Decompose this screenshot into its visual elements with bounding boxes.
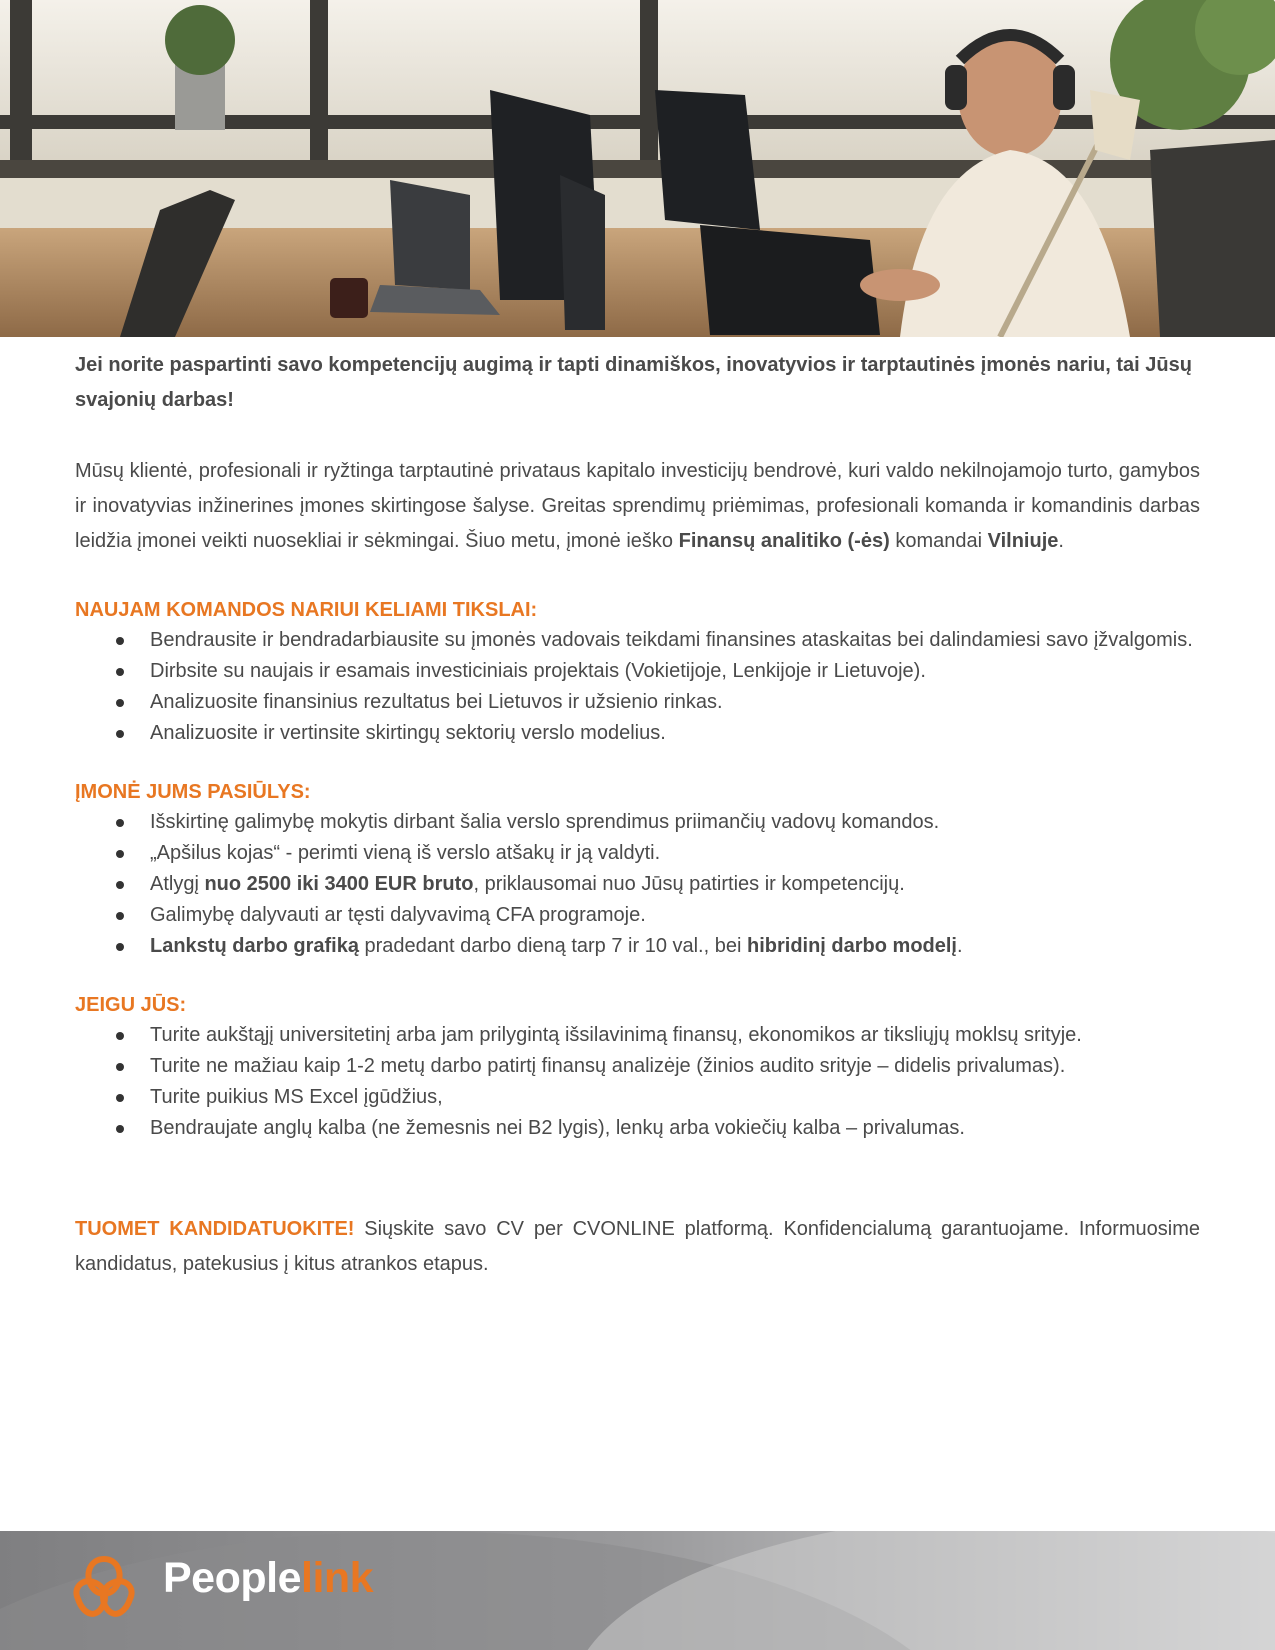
intro-text: Jei norite paspartinti savo kompetencijų augimą ir tapti dinamiškos, inovatyvios ir tarptautinės įmonės nariu, tai Jūsų svajonių darbas! [75, 354, 1192, 411]
list-item [75, 931, 1200, 962]
list-item: Analizuosite finansinius rezultatus bei Lietuvos ir užsienio rinkas. [75, 687, 1200, 718]
company-description [75, 454, 1200, 559]
list-item: Bendraujate anglų kalba (ne žemesnis nei B2 lygis), lenkų arba vokiečių kalba – privalumas. [75, 1113, 1200, 1144]
flexible-schedule: Lankstų darbo grafiką [150, 935, 359, 957]
goals-list [75, 625, 1200, 749]
hybrid-model: hibridinį darbo modelį [746, 935, 957, 957]
city-name: Vilniuje [987, 530, 1059, 552]
requirements-section [75, 990, 1200, 1144]
schedule-text: pradedant darbo dieną tarp 7 ir 10 val., bei [358, 935, 747, 957]
list-item: Turite puikius MS Excel įgūdžius, [75, 1082, 1200, 1113]
goals-section [75, 595, 1200, 749]
list-item [75, 869, 1200, 900]
salary-prefix: Atlygį [150, 873, 205, 895]
cta-text: Siųskite savo CV per CVONLINE platformą. Konfidencialumą garantuojame. Informuosime kandidatus, patekusius į kitus atrankos etapus. [75, 1218, 1200, 1275]
list-item: Išskirtinę galimybę mokytis dirbant šalia verslo sprendimus priimančių vadovų komandos. [75, 807, 1200, 838]
list-item: „Apšilus kojas“ - perimti vieną iš verslo atšakų ir ją valdyti. [75, 838, 1200, 869]
peoplelink-logo-icon [68, 1553, 140, 1625]
footer-banner [0, 1531, 1275, 1650]
position-title: Finansų analitiko (-ės) [678, 530, 890, 552]
offer-heading: ĮMONĖ JUMS PASIŪLYS: [75, 781, 311, 803]
list-item: Dirbsite su naujais ir esamais investiciniais projektais (Vokietijoje, Lenkijoje ir Lietuvoje). [75, 656, 1200, 687]
company-text-2: komandai [889, 530, 988, 552]
salary-suffix: , priklausomai nuo Jūsų patirties ir kompetencijų. [473, 873, 905, 895]
goals-heading: NAUJAM KOMANDOS NARIUI KELIAMI TIKSLAI: [75, 599, 538, 621]
list-item: Bendrausite ir bendradarbiausite su įmonės vadovais teikdami finansines ataskaitas bei dalindamiesi savo įžvalgomis. [75, 625, 1200, 656]
requirements-list [75, 1020, 1200, 1144]
hero-image [0, 0, 1275, 337]
salary-range: nuo 2500 iki 3400 EUR bruto [204, 873, 474, 895]
offer-list [75, 807, 1200, 962]
company-text-3: . [1058, 530, 1064, 552]
requirements-heading: JEIGU JŪS: [75, 994, 187, 1016]
peoplelink-logo-text [163, 1554, 373, 1603]
company-text: Mūsų klientė, profesionali ir ryžtinga tarptautinė privataus kapitalo investicijų bendrovė, kuri valdo nekilnojamojo turto, gamybos ir inovatyvias inžinerines įmones skirtingose šalyse. Greitas sprendimų priėmimas, profesionali komanda ir komandinis darbas leidžia įmonei veikti nuosekliai ir sėkmingai. Šiuo metu, įmonė ieško [75, 460, 1200, 552]
logo-part-link: link [301, 1554, 374, 1602]
logo-part-people: People [163, 1554, 301, 1602]
schedule-suffix: . [956, 935, 963, 957]
cta-highlight: TUOMET KANDIDATUOKITE! [75, 1218, 355, 1240]
list-item: Analizuosite ir vertinsite skirtingų sektorių verslo modelius. [75, 718, 1200, 749]
offer-section [75, 777, 1200, 962]
list-item: Turite ne mažiau kaip 1-2 metų darbo patirtį finansų analizėje (žinios audito srityje – didelis privalumas). [75, 1051, 1200, 1082]
list-item: Galimybę dalyvauti ar tęsti dalyvavimą CFA programoje. [75, 900, 1200, 931]
call-to-action [75, 1212, 1200, 1282]
list-item: Turite aukštąjį universitetinį arba jam prilygintą išsilavinimą finansų, ekonomikos ar tiksliųjų moklsų srityje. [75, 1020, 1200, 1051]
